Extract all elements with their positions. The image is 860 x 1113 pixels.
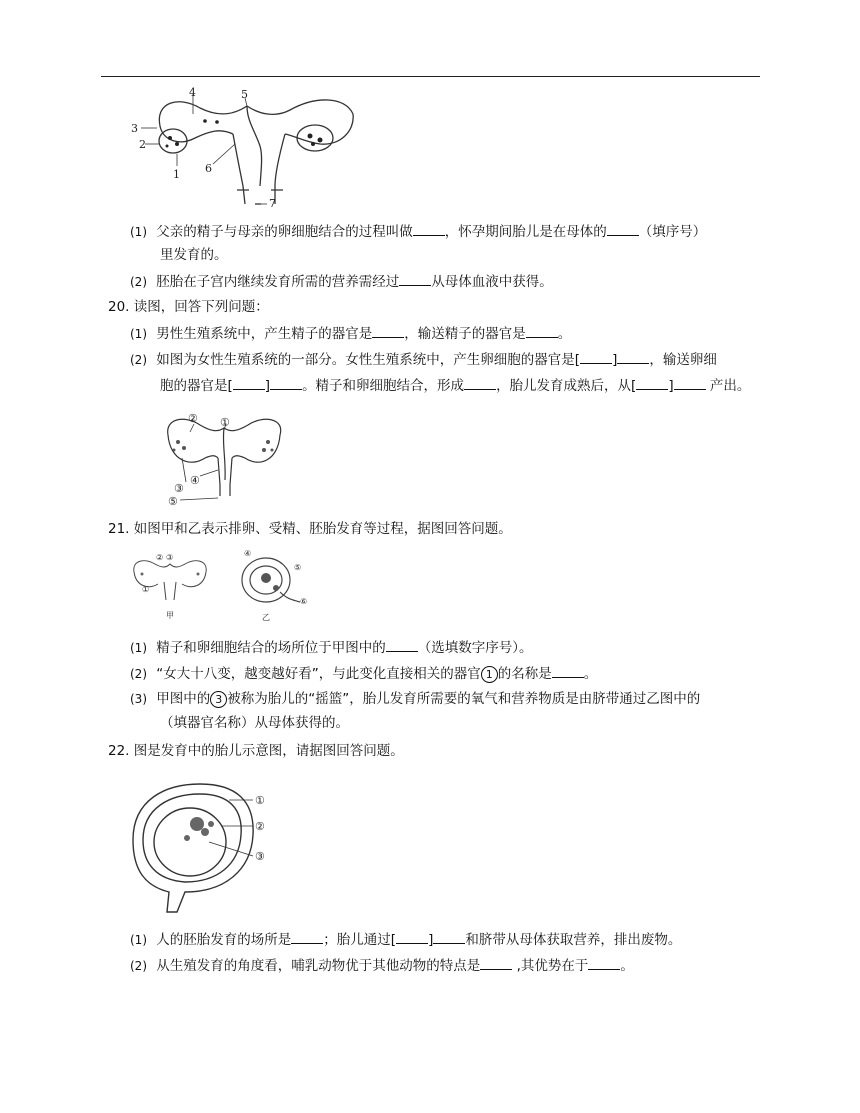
q19-reproductive-system-figure — [125, 86, 365, 212]
q21-figure-jia — [130, 552, 210, 622]
q21-sub2-number: (2) — [130, 667, 147, 681]
q19-sub2-line — [130, 271, 553, 292]
q20-sub1-text-b: ，输送精子的器官是 — [404, 326, 526, 342]
q20-sub1-blank-a[interactable] — [372, 323, 404, 338]
q20-sub2-blank-f[interactable] — [636, 375, 668, 390]
q20-sub2-text-b: ] — [612, 352, 618, 368]
q20-female-reproductive-figure — [160, 410, 290, 508]
q22-sub2-text-a: 从生殖发育的角度看，哺乳动物优于其他动物的特点是 — [156, 958, 481, 974]
q21-sub3-circled-number: 3 — [210, 691, 227, 708]
q20-label-2: ② — [188, 412, 198, 425]
q20-stem: 20. 读图，回答下列问题： — [108, 299, 269, 315]
q22-fetus-figure — [125, 780, 275, 916]
q19-sub2-blank[interactable] — [399, 271, 431, 286]
q20-sub2-blank-a[interactable] — [580, 349, 612, 364]
q21-sub2-blank[interactable] — [552, 663, 584, 678]
header-rule — [101, 76, 760, 77]
q19-sub2-text-a: 胚胎在子宫内继续发育所需的营养需经过 — [156, 274, 400, 290]
q20-sub1-blank-b[interactable] — [526, 323, 558, 338]
q21-sub3-line1 — [130, 689, 700, 709]
q21-sub2-text-a: “女大十八变，越变越好看”，与此变化直接相关的器官 — [156, 666, 481, 682]
q21-jia-label-1: ① — [142, 585, 150, 594]
q22-label-1: ① — [255, 794, 265, 807]
q20-sub2-text-g: ，胎儿发育成熟后，从[ — [496, 378, 637, 394]
q21-yi-label-4: ④ — [244, 549, 252, 558]
q22-sub2-text-c: 。 — [620, 958, 634, 974]
q19-label-2: 2 — [139, 138, 146, 151]
q20-sub2-blank-g[interactable] — [674, 375, 706, 390]
q19-label-6: 6 — [205, 162, 212, 175]
q20-sub2-text-e: ] — [264, 378, 271, 394]
q21-sub2-text-b: 的名称是 — [497, 666, 552, 682]
q20-sub1-text-a: 男性生殖系统中，产生精子的器官是 — [156, 326, 373, 342]
q20-sub2-blank-c[interactable] — [233, 375, 265, 390]
q22-sub2-number: (2) — [130, 959, 147, 973]
q19-sub1-line2 — [160, 245, 228, 265]
q21-sub1-text-a: 精子和卵细胞结合的场所位于甲图中的 — [156, 640, 386, 656]
q20-sub2-text-a: 如图为女性生殖系统的一部分。女性生殖系统中，产生卵细胞的器官是[ — [156, 352, 581, 368]
q20-sub2-blank-b[interactable] — [617, 349, 649, 364]
q21-yi-label-5: ⑤ — [294, 563, 302, 572]
q19-label-1: 1 — [173, 168, 180, 181]
q21-sub3-text-c: （填器官名称）从母体获得的。 — [160, 715, 349, 731]
q21-yi-label-6: ⑥ — [300, 597, 308, 606]
q20-sub2-blank-d[interactable] — [270, 375, 302, 390]
q22-stem: 22. 图是发育中的胎儿示意图，请据图回答问题。 — [108, 743, 404, 759]
q22-sub1-blank-b[interactable] — [396, 929, 428, 944]
q19-label-4: 4 — [189, 86, 196, 99]
q20-sub2-line1 — [130, 349, 717, 370]
q19-sub1-blank-b[interactable] — [607, 221, 639, 236]
q22-sub1-line — [130, 929, 681, 950]
q20-sub2-number: (2) — [130, 353, 147, 367]
q21-jia-caption: 甲 — [166, 611, 174, 620]
q21-sub2-circled-number: 1 — [481, 666, 498, 683]
q21-figure-yi — [236, 548, 311, 624]
q22-sub1-blank-a[interactable] — [291, 929, 323, 944]
q19-sub1-number: (1) — [130, 225, 147, 239]
q20-sub2-blank-e[interactable] — [464, 375, 496, 390]
q20-sub2-text-f: 。精子和卵细胞结合，形成 — [302, 378, 465, 394]
q19-sub1-blank-a[interactable] — [413, 221, 445, 236]
q21-sub1-blank[interactable] — [386, 637, 418, 652]
q22-sub1-text-c: ] — [428, 932, 434, 948]
q20-label-5: ⑤ — [168, 495, 178, 508]
q20-label-1: ① — [220, 416, 230, 429]
q21-sub3-text-b: 被称为胎儿的“摇篮”，胎儿发育所需要的氧气和营养物质是由脐带通过乙图中的 — [227, 691, 701, 707]
q21-sub1-number: (1) — [130, 641, 147, 655]
q20-label-4: ④ — [190, 474, 200, 487]
q21-yi-caption: 乙 — [262, 613, 270, 622]
q22-sub1-text-d: 和脐带从母体获取营养，排出废物。 — [465, 932, 682, 948]
q21-sub3-text-a: 甲图中的 — [156, 691, 211, 707]
q19-sub2-number: (2) — [130, 275, 147, 289]
q20-sub2-text-d: 胞的器官是[ — [160, 378, 233, 394]
q22-label-2: ② — [255, 820, 265, 833]
q20-sub1-line — [130, 323, 571, 344]
q22-sub1-text-b: ；胎儿通过[ — [323, 932, 397, 948]
q22-sub2-line — [130, 955, 634, 976]
q22-sub2-text-b: ,其优势在于 — [512, 958, 589, 974]
q20-label-3: ③ — [174, 482, 184, 495]
q22-sub1-text-a: 人的胚胎发育的场所是 — [156, 932, 292, 948]
q21-sub1-text-b: （选填数字序号）。 — [417, 640, 533, 656]
q20-sub2-line2 — [160, 375, 750, 396]
q19-sub1-text-c: （填序号） — [638, 224, 707, 240]
q19-label-3: 3 — [131, 122, 138, 135]
q19-label-5: 5 — [241, 88, 248, 101]
q19-label-7: 7 — [269, 197, 276, 210]
q22-sub1-blank-c[interactable] — [433, 929, 465, 944]
q19-sub1-text-b: ，怀孕期间胎儿是在母体的 — [444, 224, 607, 240]
q20-sub2-text-c: ，输送卵细 — [649, 352, 717, 368]
q19-sub1-text-a: 父亲的精子与母亲的卵细胞结合的过程叫做 — [156, 224, 413, 240]
q19-sub1-line1 — [130, 221, 706, 242]
q20-sub1-number: (1) — [130, 327, 147, 341]
q22-sub2-blank-b[interactable] — [588, 955, 620, 970]
q21-stem: 21. 如图甲和乙表示排卵、受精、胚胎发育等过程，据图回答问题。 — [108, 521, 512, 537]
q20-sub2-text-i: 产出。 — [705, 378, 751, 394]
q21-jia-label-3: ③ — [166, 553, 174, 562]
q19-sub2-text-b: 从母体血液中获得。 — [431, 274, 553, 290]
q21-jia-label-2: ② — [156, 553, 164, 562]
q21-sub2-text-c: 。 — [583, 666, 598, 682]
q21-sub1-line — [130, 637, 533, 658]
q19-sub1-text-d: 里发育的。 — [160, 247, 228, 263]
q20-sub1-text-c: 。 — [557, 326, 572, 342]
q22-label-3: ③ — [255, 850, 265, 863]
q22-sub2-blank-a[interactable] — [480, 955, 512, 970]
q21-sub3-number: (3) — [130, 692, 147, 706]
q21-sub2-line — [130, 663, 597, 684]
q21-sub3-line2 — [160, 713, 349, 733]
q20-sub2-text-h: ] — [668, 378, 674, 394]
q22-sub1-number: (1) — [130, 933, 147, 947]
